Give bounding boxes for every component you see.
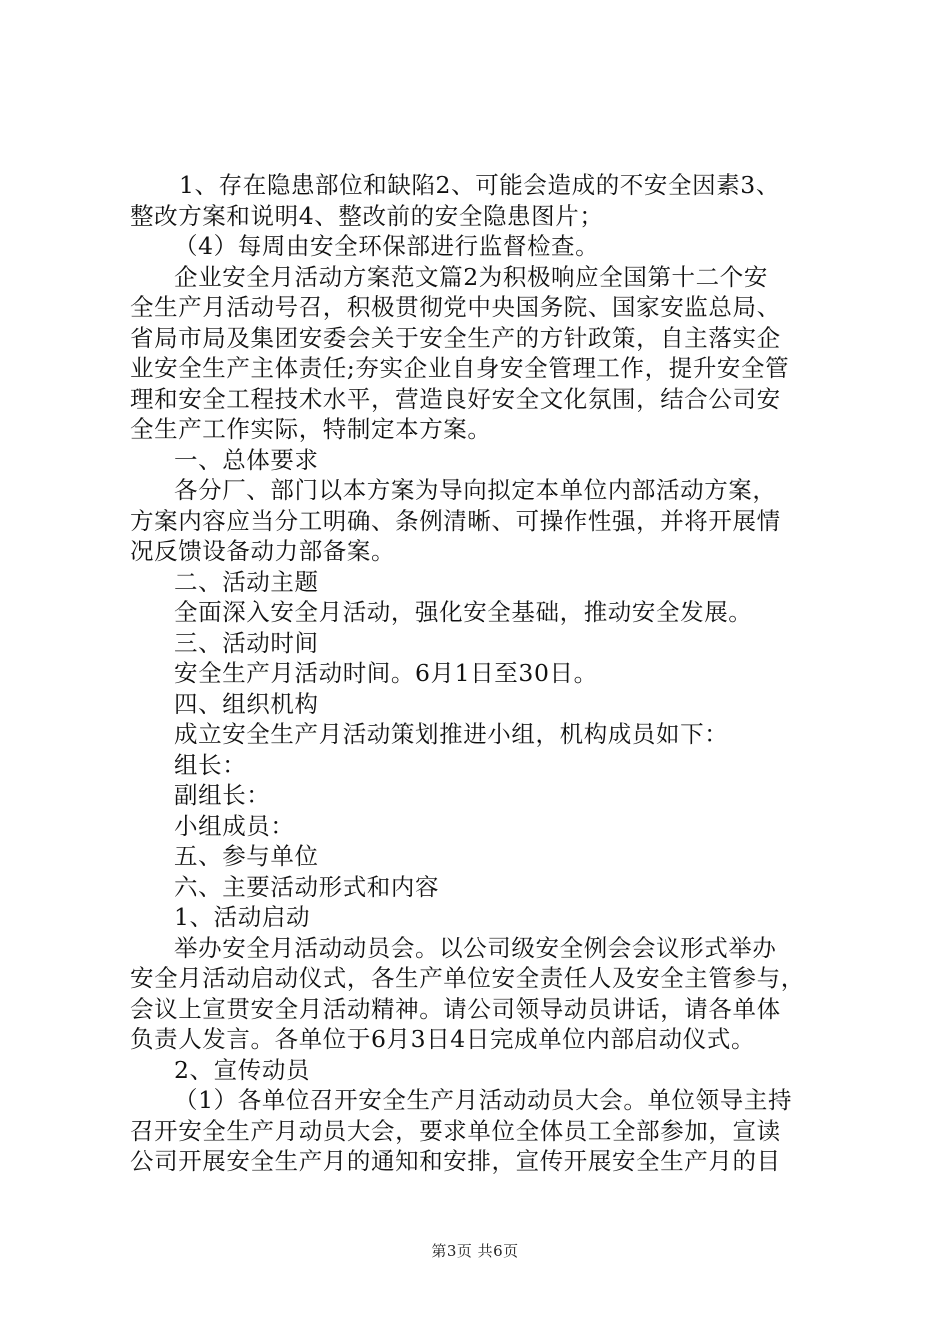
text-line: 召开安全生产月动员大会，要求单位全体员工全部参加，宣读 [130,1116,781,1145]
text-line: 一、总体要求 [174,445,319,474]
text-line: 举办安全月活动动员会。以公司级安全例会会议形式举办 [174,933,777,962]
text-line: 全生产工作实际，特制定本方案。 [130,415,492,443]
text-line: 安全月活动启动仪式，各生产单位安全责任人及安全主管参与， [130,964,805,992]
text-line: 整改方案和说明4、整改前的安全隐患图片； [130,201,604,230]
text-line: 全生产月活动号召，积极贯彻党中央国务院、国家安监总局、 [130,293,781,321]
text-line: 四、组织机构 [174,689,319,718]
text-line: 五、参与单位 [174,842,319,870]
text-line: （1）各单位召开安全生产月活动动员大会。单位领导主持 [174,1086,793,1114]
text-line: 况反馈设备动力部备案。 [130,537,396,565]
text-line: 2、宣传动员 [174,1055,311,1084]
text-line: （4）每周由安全环保部进行监督检查。 [174,232,600,260]
page-footer: 第3页 共6页 [431,1242,519,1260]
text-line: 组长： [174,750,247,779]
text-line: 1、活动启动 [174,903,311,931]
text-line: 三、活动时间 [174,628,319,657]
text-line: 各分厂、部门以本方案为导向拟定本单位内部活动方案， [174,476,777,504]
text-line: 成立安全生产月活动策划推进小组，机构成员如下： [174,720,729,748]
text-line: 会议上宣贯安全月活动精神。请公司领导动员讲话，请各单体 [130,994,781,1023]
text-line: 小组成员： [174,811,295,840]
text-line: 二、活动主题 [174,567,319,596]
text-line: 省局市局及集团安委会关于安全生产的方针政策，自主落实企 [130,323,781,352]
document-body [130,170,830,1177]
text-line: 公司开展安全生产月的通知和安排，宣传开展安全生产月的目 [130,1147,781,1175]
text-line: 安全生产月活动时间。6月1日至30日。 [174,659,598,687]
text-line: 业安全生产主体责任;夯实企业自身安全管理工作，提升安全管 [130,354,790,382]
text-line: 全面深入安全月活动，强化安全基础，推动安全发展。 [174,598,753,626]
text-line: 方案内容应当分工明确、条例清晰、可操作性强，并将开展情 [130,506,781,535]
text-line: 副组长： [174,781,271,809]
text-line: 企业安全月活动方案范文篇2为积极响应全国第十二个安 [174,262,768,291]
text-line: 1、存在隐患部位和缺陷2、可能会造成的不安全因素3、 [179,171,780,199]
text-line: 理和安全工程技术水平，营造良好安全文化氛围，结合公司安 [130,384,781,413]
text-line: 负责人发言。各单位于6月3日4日完成单位内部启动仪式。 [130,1025,756,1053]
text-line: 六、主要活动形式和内容 [174,872,440,901]
